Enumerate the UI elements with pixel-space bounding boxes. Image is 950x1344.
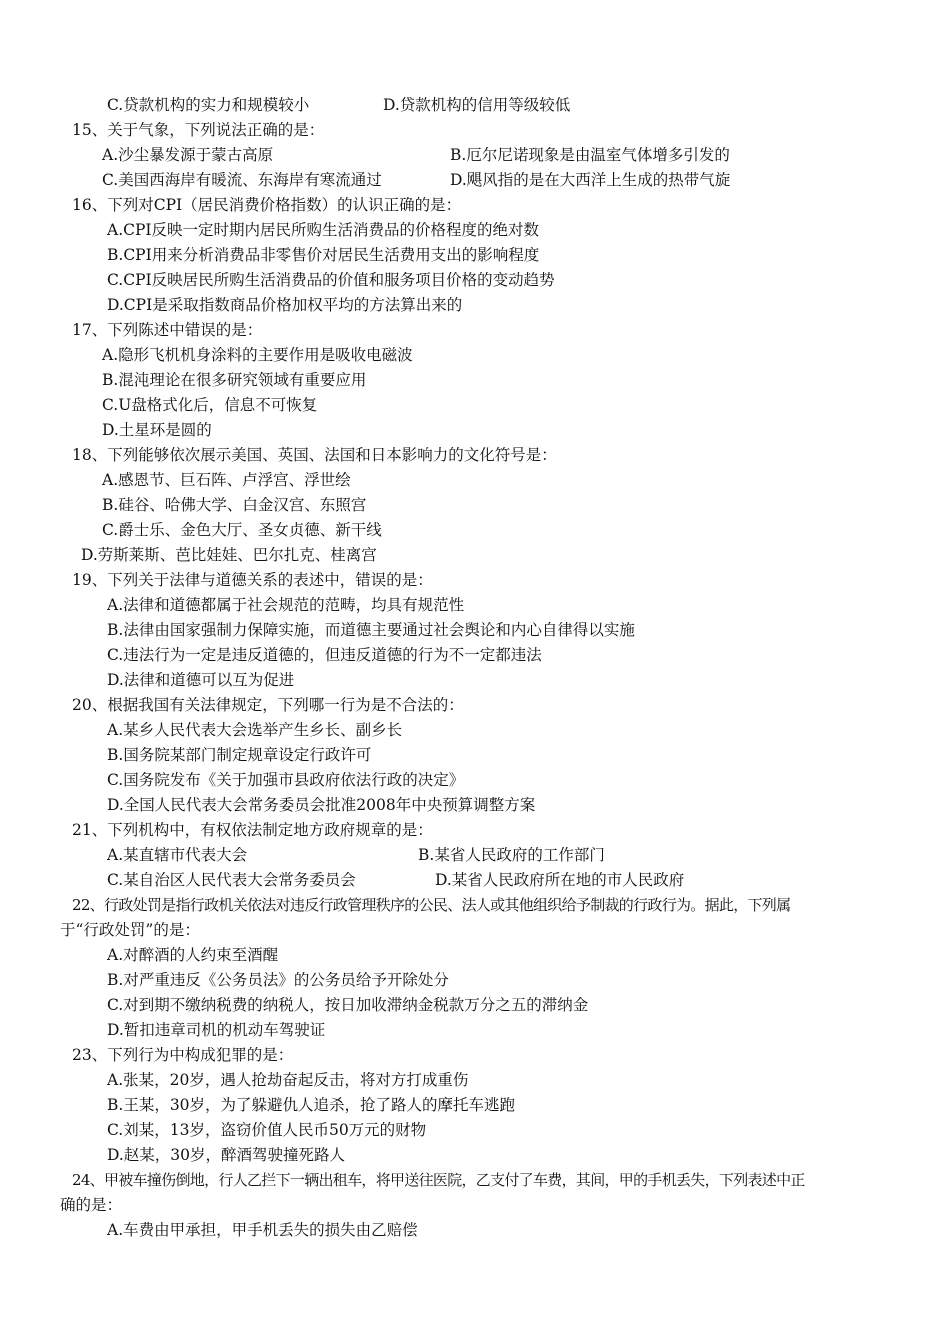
option-text: B.CPI用来分析消费品非零售价对居民生活费用支出的影响程度 xyxy=(107,246,540,264)
question-stem-continued: 确的是： xyxy=(60,1196,123,1214)
question-stem: 24、甲被车撞伤倒地，行人乙拦下一辆出租车，将甲送往医院，乙支付了车费，其间，甲的手机丢失，下列表述中正 xyxy=(72,1171,805,1189)
option-text: D.CPI是采取指数商品价格加权平均的方法算出来的 xyxy=(107,296,463,314)
option-text: C.某自治区人民代表大会常务委员会 xyxy=(107,871,356,889)
question-stem: 15、关于气象，下列说法正确的是： xyxy=(72,121,325,139)
question-stem: 18、下列能够依次展示美国、英国、法国和日本影响力的文化符号是： xyxy=(72,446,557,464)
option-text: D.某省人民政府所在地的市人民政府 xyxy=(435,871,685,889)
option-text: B.硅谷、哈佛大学、白金汉宫、东照宫 xyxy=(102,496,367,514)
option-text: C.CPI反映居民所购生活消费品的价值和服务项目价格的变动趋势 xyxy=(107,271,555,289)
option-text: B.国务院某部门制定规章设定行政许可 xyxy=(107,746,372,764)
option-text: C.爵士乐、金色大厅、圣女贞德、新干线 xyxy=(102,521,382,539)
option-text: D.赵某，30岁，醉酒驾驶撞死路人 xyxy=(107,1146,346,1164)
option-text: B.法律由国家强制力保障实施，而道德主要通过社会舆论和内心自律得以实施 xyxy=(107,621,635,639)
question-stem: 17、下列陈述中错误的是： xyxy=(72,321,263,339)
option-text: A.某乡人民代表大会选举产生乡长、副乡长 xyxy=(107,721,403,739)
option-text: C.刘某，13岁，盗窃价值人民币50万元的财物 xyxy=(107,1121,427,1139)
option-text: D.暂扣违章司机的机动车驾驶证 xyxy=(107,1021,326,1039)
option-text: C.对到期不缴纳税费的纳税人，按日加收滞纳金税款万分之五的滞纳金 xyxy=(107,996,589,1014)
option-text: C.美国西海岸有暖流、东海岸有寒流通过 xyxy=(102,171,382,189)
option-text: A.车费由甲承担，甲手机丢失的损失由乙赔偿 xyxy=(107,1221,418,1239)
option-text: C.国务院发布《关于加强市县政府依法行政的决定》 xyxy=(107,771,465,789)
option-text: B.混沌理论在很多研究领域有重要应用 xyxy=(102,371,367,389)
question-stem: 19、下列关于法律与道德关系的表述中，错误的是： xyxy=(72,571,433,589)
question-stem: 20、根据我国有关法律规定，下列哪一行为是不合法的： xyxy=(72,696,464,714)
option-text: D.全国人民代表大会常务委员会批准2008年中央预算调整方案 xyxy=(107,796,536,814)
option-text: D.飓风指的是在大西洋上生成的热带气旋 xyxy=(450,171,731,189)
question-stem: 23、下列行为中构成犯罪的是： xyxy=(72,1046,294,1064)
option-text: D.法律和道德可以互为促进 xyxy=(107,671,295,689)
question-stem: 21、下列机构中，有权依法制定地方政府规章的是： xyxy=(72,821,433,839)
question-stem-continued: 于“行政处罚”的是： xyxy=(60,921,200,939)
option-text: B.厄尔尼诺现象是由温室气体增多引发的 xyxy=(450,146,730,164)
option-text: C.违法行为一定是违反道德的，但违反道德的行为不一定都违法 xyxy=(107,646,542,664)
option-text: D.劳斯莱斯、芭比娃娃、巴尔扎克、桂离宫 xyxy=(81,546,377,564)
option-text: A.沙尘暴发源于蒙古高原 xyxy=(102,146,274,164)
option-text: D.贷款机构的信用等级较低 xyxy=(383,96,571,114)
option-text: C.U盘格式化后，信息不可恢复 xyxy=(102,396,318,414)
option-text: A.法律和道德都属于社会规范的范畴，均具有规范性 xyxy=(107,596,465,614)
option-text: B.某省人民政府的工作部门 xyxy=(418,846,605,864)
option-text: A.CPI反映一定时期内居民所购生活消费品的价格程度的绝对数 xyxy=(107,221,540,239)
option-text: A.张某，20岁，遇人抢劫奋起反击，将对方打成重伤 xyxy=(107,1071,469,1089)
option-text: A.感恩节、巨石阵、卢浮宫、浮世绘 xyxy=(102,471,351,489)
option-text: D.土星环是圆的 xyxy=(102,421,212,439)
option-text: B.王某，30岁，为了躲避仇人追杀，抢了路人的摩托车逃跑 xyxy=(107,1096,516,1114)
question-stem: 16、下列对CPI（居民消费价格指数）的认识正确的是： xyxy=(72,196,462,214)
question-stem: 22、行政处罚是指行政机关依法对违反行政管理秩序的公民、法人或其他组织给予制裁的行政行为。据此，下列属 xyxy=(72,896,791,914)
option-text: A.隐形飞机机身涂料的主要作用是吸收电磁波 xyxy=(102,346,413,364)
option-text: C.贷款机构的实力和规模较小 xyxy=(107,96,310,114)
option-text: B.对严重违反《公务员法》的公务员给予开除处分 xyxy=(107,971,449,989)
option-text: A.对醉酒的人约束至酒醒 xyxy=(107,946,279,964)
option-text: A.某直辖市代表大会 xyxy=(107,846,248,864)
